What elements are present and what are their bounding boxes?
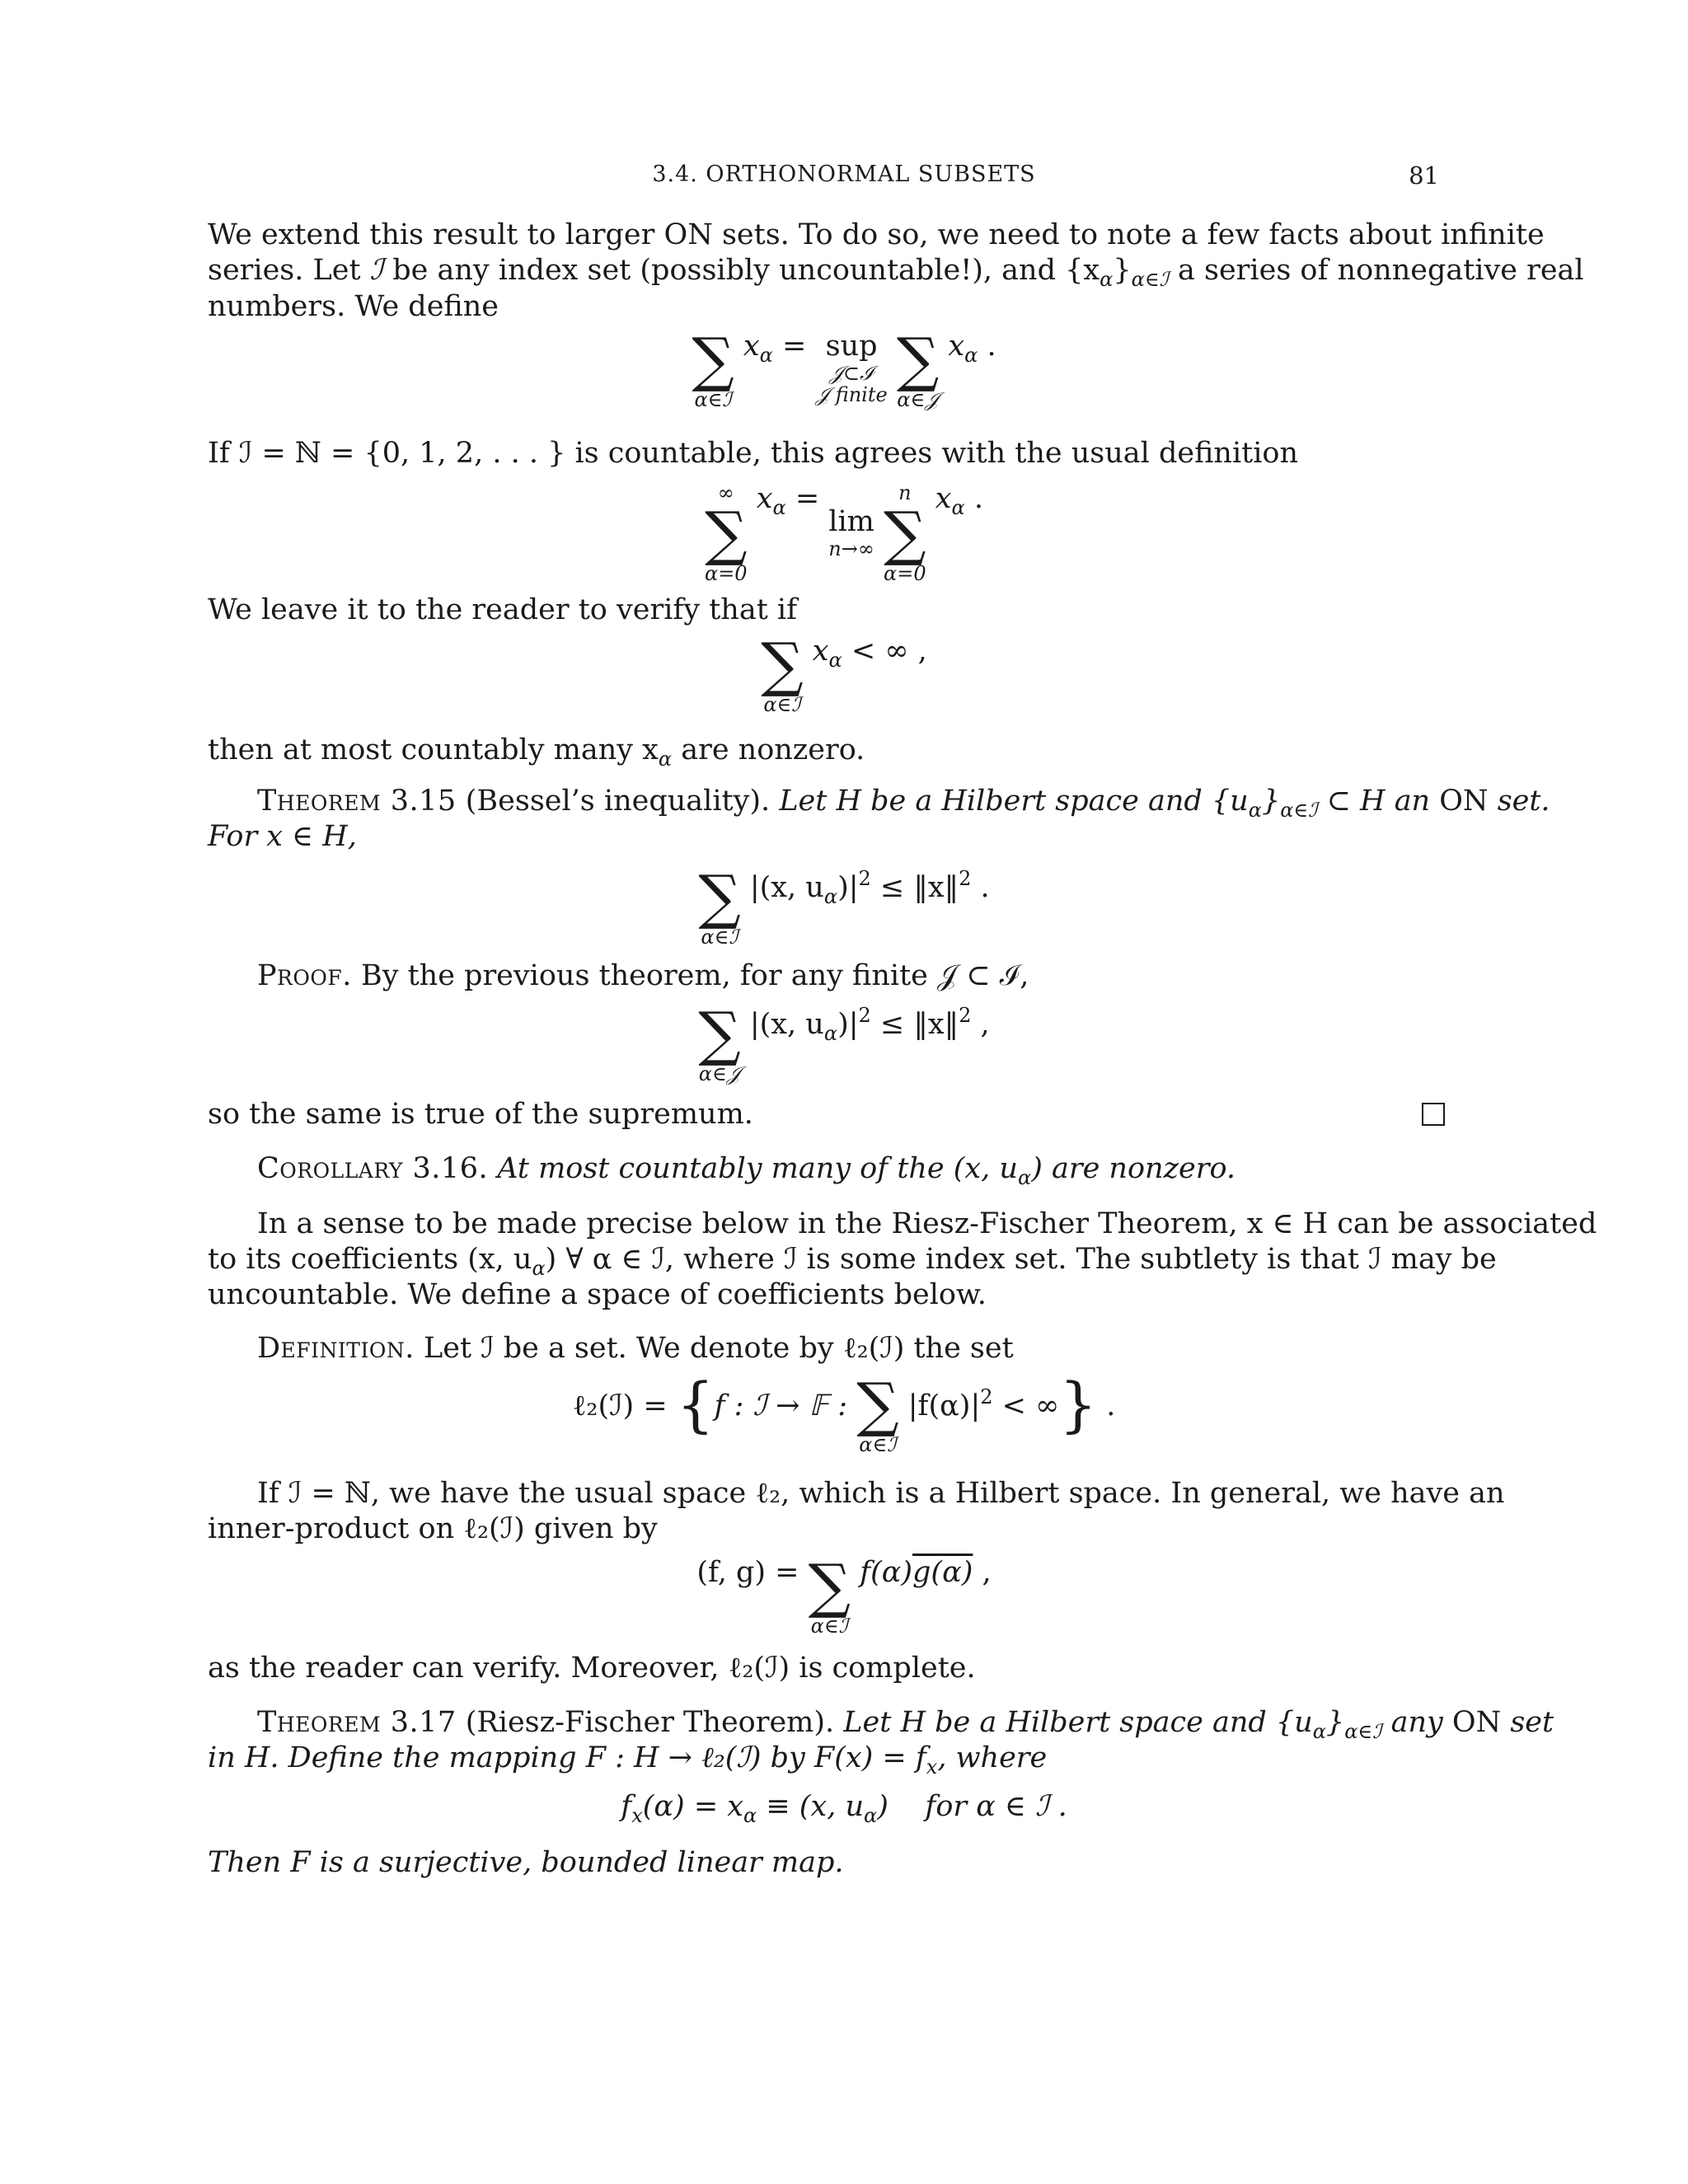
equation-bessel: ∑ α∈ℐ |(x, $u_\alpha)|^2$ ≤ ‖x‖$^2$ . <box>698 862 990 949</box>
theorem-3-15-line1: Theorem 3.15 (Bessel’s inequality). Let H be a Hilbert space and $\{u_\alpha\}_{\alpha\in ℐ}$ ⊂ H an ON set. <box>257 785 1550 822</box>
equation-limit: ∞ ∑ α=0 $x_\alpha = \lim$ n→∞ n ∑ α=0 $x_\alpha$ . <box>704 481 983 585</box>
para1-line2: series. Let ℐ be any index set (possibly uncountable!), and $\{x_\alpha\}_{\alpha\in ℐ}$ a series of nonnegative real <box>208 254 1584 291</box>
corollary-3-16: Corollary 3.16. At most countably many of the (x, $u_\alpha$) are nonzero. <box>257 1152 1236 1189</box>
definition-line: Definition. Let ℐ be a set. We denote by ℓ₂(ℐ) the set <box>257 1332 1014 1365</box>
page-number: 81 <box>1409 162 1439 190</box>
equation-finite-sum: ∑ α∈ℐ $x_\alpha$ < ∞ , <box>761 630 927 716</box>
equation-riesz-fischer-map: $f_x(\alpha) = x_\alpha \equiv (x$, $u_\alpha$) for α ∈ ℐ . <box>621 1790 1067 1827</box>
qed-square-icon <box>1422 1103 1445 1126</box>
para5-line: so the same is true of the supremum. <box>208 1098 753 1131</box>
para8-line: as the reader can verify. Moreover, ℓ₂(ℐ) is complete. <box>208 1652 976 1685</box>
theorem-3-17-line2: in H. Define the mapping F : H → ℓ₂(ℐ) by $F(x) = f_x$, where <box>208 1741 1048 1779</box>
para3-line: We leave it to the reader to verify that if <box>208 593 798 626</box>
para2-line: If ℐ = ℕ = {0, 1, 2, . . . } is countable, this agrees with the usual definition <box>208 437 1299 470</box>
para6-line2: to its coefficients (x, $u_\alpha$) ∀ α ∈ ℐ, where ℐ is some index set. The subtlety is that ℐ may be <box>208 1243 1497 1280</box>
proof-line: Proof. By the previous theorem, for any finite 𝒥 ⊂ ℐ, <box>257 959 1029 992</box>
theorem-3-17-line1: Theorem 3.17 (Riesz-Fischer Theorem). Let H be a Hilbert space and $\{u_\alpha\}_{\alpha\in ℐ}$ any ON set <box>257 1706 1554 1743</box>
running-header: 3.4. ORTHONORMAL SUBSETS <box>652 162 1036 187</box>
para6-line3: uncountable. We define a space of coefficients below. <box>208 1278 987 1311</box>
para1-line3: numbers. We define <box>208 290 499 323</box>
equation-l2-space: ℓ₂(ℐ) = {f : ℐ → 𝔽 : ∑ α∈ℐ $|f(\alpha)|^2$ < ∞} . <box>572 1370 1116 1456</box>
para6-line1: In a sense to be made precise below in the Riesz-Fischer Theorem, x ∈ H can be associated <box>257 1207 1597 1240</box>
para7-line1: If ℐ = ℕ, we have the usual space ℓ₂, which is a Hilbert space. In general, we have an <box>257 1477 1505 1510</box>
para4-line: then at most countably many $x_\alpha$ are nonzero. <box>208 733 865 771</box>
para1-line1: We extend this result to larger ON sets. To do so, we need to note a few facts about infinite <box>208 218 1545 251</box>
equation-bessel-finite: ∑ α∈𝒥 |(x, $u_\alpha)|^2$ ≤ ‖x‖$^2$ , <box>698 999 990 1085</box>
equation-sup-definition: ∑ α∈ℐ $x_\alpha$ = sup 𝒥⊂ℐ 𝒥 finite ∑ α∈𝒥 $x_\alpha$ . <box>692 325 996 411</box>
equation-inner-product: (f, g) = ∑ α∈ℐ f(α)g(α) , <box>696 1551 992 1638</box>
para7-line2: inner-product on ℓ₂(ℐ) given by <box>208 1512 658 1545</box>
theorem-3-17-conclusion: Then F is a surjective, bounded linear map. <box>208 1846 844 1879</box>
theorem-3-15-line2: For x ∈ H, <box>208 820 357 853</box>
